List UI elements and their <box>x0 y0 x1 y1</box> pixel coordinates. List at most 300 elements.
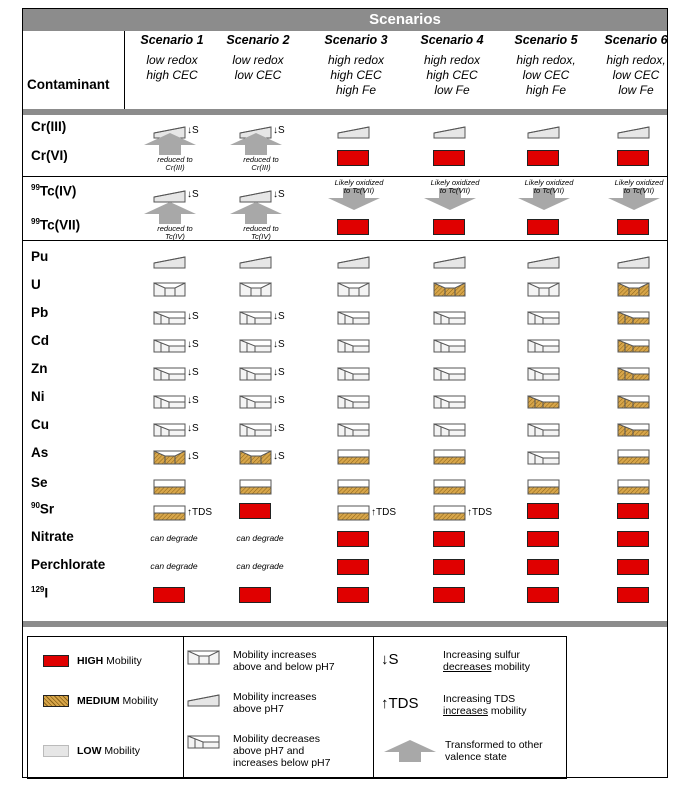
scenario-desc-line: high redox, <box>516 53 576 67</box>
mobility-cell <box>131 497 221 523</box>
box-medium-icon <box>337 477 371 497</box>
transformation-note <box>221 156 301 172</box>
mobility-cell <box>315 581 405 607</box>
legend-low-swatch <box>43 745 69 757</box>
mobility-cell <box>217 329 307 355</box>
note-line: Cr(III) <box>251 163 271 172</box>
dec7-medium-icon <box>617 307 651 327</box>
legend-line: Transformed to other <box>445 739 543 751</box>
scenario-header <box>588 33 684 98</box>
mobility-cell <box>505 179 595 205</box>
mobility-cell <box>411 144 501 170</box>
mobility-modifier: ↓S <box>187 367 199 378</box>
mobility-modifier: ↑TDS <box>467 507 492 518</box>
mobility-symbol <box>337 447 371 472</box>
contaminant-name: Sr <box>39 501 55 517</box>
inc7-low-icon <box>617 121 651 141</box>
v-medium-icon <box>617 279 651 299</box>
row-label-pb <box>31 305 48 320</box>
mobility-modifier: ↓S <box>187 423 199 434</box>
dec7-low-icon <box>337 391 371 411</box>
scenario-desc-line: high CEC <box>426 68 478 82</box>
dec7-low-icon <box>433 307 467 327</box>
dec7-low-icon <box>527 447 561 467</box>
mobility-cell <box>595 525 685 551</box>
mobility-symbol <box>433 121 467 146</box>
mobility-cell <box>595 329 685 355</box>
dec7-low-icon <box>527 363 561 383</box>
mobility-cell <box>217 441 307 467</box>
mobility-modifier: ↓S <box>273 189 285 200</box>
high-mobility-box <box>527 219 559 235</box>
row-label-pu <box>31 249 48 264</box>
mobility-symbol <box>527 121 561 146</box>
mobility-cell <box>131 273 221 299</box>
scenario-description <box>210 53 306 83</box>
dec7-low-icon <box>239 363 273 383</box>
mobility-cell <box>505 441 595 467</box>
mobility-modifier: ↓S <box>273 367 285 378</box>
mobility-cell <box>217 273 307 299</box>
mobility-cell <box>131 385 221 411</box>
dec7-medium-icon <box>617 391 651 411</box>
high-mobility-box <box>617 150 649 166</box>
high-mobility-box <box>337 150 369 166</box>
mobility-cell <box>411 301 501 327</box>
high-mobility-box <box>239 503 271 519</box>
mobility-cell <box>131 471 221 497</box>
mobility-cell <box>411 273 501 299</box>
legend-transform-arrow-icon <box>383 739 437 763</box>
legend-line: increases below pH7 <box>233 757 331 769</box>
mobility-cell <box>315 357 405 383</box>
legend-line: valence state <box>445 751 507 763</box>
scenario-description <box>498 53 594 98</box>
contaminant-name: U <box>31 277 41 292</box>
mobility-cell <box>505 525 595 551</box>
legend-line: Increasing sulfur <box>443 649 521 661</box>
mobility-cell <box>595 553 685 579</box>
dec7-low-icon <box>433 419 467 439</box>
row-label-cd <box>31 333 49 348</box>
contaminant-name: I <box>44 585 49 601</box>
mobility-cell <box>411 213 501 239</box>
v-low-icon <box>153 279 187 299</box>
mobility-cell <box>217 525 307 551</box>
mobility-cell <box>315 179 405 205</box>
mobility-cell <box>131 329 221 355</box>
legend-low-label <box>77 745 140 757</box>
transform-arrow-up-icon <box>229 201 283 225</box>
legend-high-label <box>77 655 142 667</box>
mobility-cell <box>595 357 685 383</box>
cell-note: can degrade <box>150 533 198 543</box>
legend-increase-above-ph7-icon <box>187 689 221 709</box>
mobility-cell <box>217 413 307 439</box>
high-mobility-box <box>433 587 465 603</box>
scenario-desc-line: high redox <box>423 53 481 67</box>
v-medium-icon <box>239 447 273 467</box>
mobility-cell <box>505 413 595 439</box>
high-mobility-box <box>433 531 465 547</box>
legend-divider <box>183 636 184 779</box>
mobility-modifier: ↓S <box>187 125 199 136</box>
dec7-low-icon <box>153 391 187 411</box>
box-medium-icon <box>153 477 187 497</box>
legend-underlined: decreases <box>443 661 492 673</box>
mobility-symbol <box>239 447 273 472</box>
high-mobility-box <box>337 531 369 547</box>
legend-level-rest: Mobility <box>103 655 142 667</box>
dec7-medium-icon <box>617 363 651 383</box>
mobility-cell <box>411 245 501 271</box>
transformation-note <box>135 225 215 241</box>
row-label-zn <box>31 361 48 376</box>
legend-medium-swatch <box>43 695 69 707</box>
mobility-cell <box>217 144 307 170</box>
scenario-name: Scenario 5 <box>514 33 578 47</box>
scenario-desc-line: low Fe <box>618 83 654 97</box>
legend-v-shape-icon <box>187 647 221 673</box>
inc7-low-icon <box>239 251 273 271</box>
scenario-desc-line: high Fe <box>525 83 567 97</box>
high-mobility-box <box>527 531 559 547</box>
high-mobility-box <box>527 587 559 603</box>
legend-v-shape-wrap <box>187 647 221 678</box>
legend-high-swatch <box>43 655 69 667</box>
mobility-modifier: ↓S <box>187 311 199 322</box>
note-line: Cr(III) <box>165 163 185 172</box>
mobility-symbol <box>527 447 561 472</box>
transform-arrow-up-icon <box>229 132 283 156</box>
mobility-cell <box>411 179 501 205</box>
dec7-medium-icon <box>527 391 561 411</box>
scenario-header <box>210 33 306 83</box>
mobility-cell <box>505 581 595 607</box>
box-medium-icon <box>433 503 467 523</box>
note-line: reduced to <box>157 224 193 233</box>
mobility-cell <box>315 497 405 523</box>
contaminant-name: Ni <box>31 389 45 404</box>
scenario-header <box>308 33 404 98</box>
mobility-cell <box>315 115 405 141</box>
high-mobility-box <box>337 559 369 575</box>
scenario-name: Scenario 2 <box>226 33 290 47</box>
isotope-number: 99 <box>31 217 40 226</box>
mobility-cell <box>505 357 595 383</box>
transformation-note <box>415 179 495 195</box>
mobility-cell <box>315 525 405 551</box>
row-label-u <box>31 277 41 292</box>
legend-line: above and below pH7 <box>233 661 335 673</box>
legend-level-bold: MEDIUM <box>77 695 120 707</box>
box-medium-icon <box>433 447 467 467</box>
note-line: Tc(IV) <box>251 232 271 241</box>
mobility-cell <box>505 273 595 299</box>
group-divider-tc-pu <box>23 240 667 241</box>
scenarios-title-bar <box>23 9 667 31</box>
row-label-perchlorate <box>31 557 105 572</box>
dec7-low-icon <box>239 391 273 411</box>
mobility-cell <box>217 581 307 607</box>
mobility-cell <box>595 115 685 141</box>
contaminant-name: Pu <box>31 249 49 264</box>
mobility-modifier: ↓S <box>187 451 199 462</box>
contaminant-name: As <box>31 445 49 460</box>
mobility-cell <box>131 413 221 439</box>
mobility-cell <box>505 329 595 355</box>
legend-tds-symbol: ↑TDS <box>381 695 419 712</box>
contaminant-name: Cr(VI) <box>31 148 68 163</box>
box-medium-icon <box>337 447 371 467</box>
legend-sulfur-symbol: ↓S <box>381 651 399 668</box>
legend-separator-bar <box>23 621 667 627</box>
mobility-cell <box>595 581 685 607</box>
dec7-medium-icon <box>617 335 651 355</box>
mobility-cell <box>505 245 595 271</box>
contaminant-header: Contaminant <box>27 77 110 92</box>
legend-underlined: increases <box>443 705 488 717</box>
mobility-cell <box>505 115 595 141</box>
scenario-description <box>308 53 404 98</box>
mobility-cell <box>595 471 685 497</box>
mobility-cell <box>505 385 595 411</box>
legend-level-bold: LOW <box>77 745 102 757</box>
legend-increase-above-ph7-text <box>233 691 316 715</box>
row-label-se <box>31 475 48 490</box>
high-mobility-box <box>527 503 559 519</box>
row-label-i <box>31 585 48 601</box>
contaminant-name: Se <box>31 475 48 490</box>
mobility-cell <box>131 357 221 383</box>
legend-line: Mobility increases <box>233 649 317 661</box>
dec7-low-icon <box>433 335 467 355</box>
scenario-desc-line: low redox <box>232 53 284 67</box>
mobility-cell <box>217 213 307 239</box>
dec7-medium-icon <box>617 419 651 439</box>
mobility-cell <box>315 329 405 355</box>
note-line: reduced to <box>243 224 279 233</box>
mobility-modifier: ↓S <box>273 311 285 322</box>
high-mobility-box <box>433 219 465 235</box>
transformation-note <box>221 225 301 241</box>
inc7-low-icon <box>337 121 371 141</box>
note-line: reduced to <box>243 155 279 164</box>
scenario-header <box>404 33 500 98</box>
transformation-note <box>319 179 399 195</box>
mobility-cell <box>131 525 221 551</box>
scenario-desc-line: low CEC <box>234 68 282 82</box>
inc7-low-icon <box>527 251 561 271</box>
cell-note: can degrade <box>150 561 198 571</box>
scenario-desc-line: low CEC <box>522 68 570 82</box>
mobility-modifier: ↓S <box>273 395 285 406</box>
mobility-modifier: ↑TDS <box>187 507 212 518</box>
legend-line: Increasing TDS <box>443 693 516 705</box>
mobility-cell <box>217 497 307 523</box>
mobility-cell <box>411 329 501 355</box>
mobility-cell <box>315 471 405 497</box>
mobility-cell <box>315 301 405 327</box>
isotope-number: 99 <box>31 183 40 192</box>
inc7-low-icon <box>617 251 651 271</box>
mobility-symbol <box>617 121 651 146</box>
legend-line: Mobility decreases <box>233 733 320 745</box>
scenario-description <box>404 53 500 98</box>
box-medium-icon <box>617 447 651 467</box>
dec7-low-icon <box>433 391 467 411</box>
mobility-cell <box>217 245 307 271</box>
legend-tds-text <box>443 693 526 717</box>
dec7-low-icon <box>153 335 187 355</box>
mobility-modifier: ↓S <box>273 423 285 434</box>
legend-line: above pH7 and <box>233 745 305 757</box>
cell-note: can degrade <box>236 533 284 543</box>
legend-line: above pH7 <box>233 703 284 715</box>
box-medium-icon <box>527 477 561 497</box>
high-mobility-box <box>433 150 465 166</box>
mobility-cell <box>411 525 501 551</box>
scenario-desc-line: high Fe <box>335 83 377 97</box>
dec7-low-icon <box>239 335 273 355</box>
mobility-cell <box>131 301 221 327</box>
mobility-cell <box>505 213 595 239</box>
mobility-cell <box>315 213 405 239</box>
mobility-modifier: ↓S <box>273 339 285 350</box>
mobility-cell <box>131 245 221 271</box>
legend-line-rest: mobility <box>487 705 527 717</box>
scenario-desc-line: low redox <box>146 53 198 67</box>
transformation-note <box>509 179 589 195</box>
legend-decrease-above-ph7-icon <box>187 731 221 751</box>
high-mobility-box <box>433 559 465 575</box>
dec7-low-icon <box>337 363 371 383</box>
box-medium-icon <box>153 503 187 523</box>
note-line: reduced to <box>157 155 193 164</box>
mobility-symbol <box>433 447 467 472</box>
scenario-desc-line: high redox, <box>606 53 666 67</box>
mobility-cell <box>217 385 307 411</box>
mobility-cell <box>411 413 501 439</box>
row-label-cu <box>31 417 49 432</box>
mobility-cell <box>131 441 221 467</box>
dec7-low-icon <box>527 335 561 355</box>
mobility-cell <box>411 385 501 411</box>
inc7-low-icon <box>153 251 187 271</box>
mobility-cell <box>411 581 501 607</box>
mobility-cell <box>595 273 685 299</box>
scenario-name: Scenario 6 <box>604 33 668 47</box>
mobility-cell <box>595 497 685 523</box>
row-label-ni <box>31 389 45 404</box>
high-mobility-box <box>617 219 649 235</box>
mobility-modifier: ↓S <box>187 339 199 350</box>
mobility-modifier: ↓S <box>273 125 285 136</box>
mobility-cell <box>505 301 595 327</box>
scenario-name: Scenario 4 <box>420 33 484 47</box>
mobility-cell <box>131 144 221 170</box>
mobility-cell <box>315 385 405 411</box>
note-line: Likely oxidized <box>614 178 664 187</box>
contaminant-name: Tc(IV) <box>39 183 77 199</box>
dec7-low-icon <box>153 363 187 383</box>
box-medium-icon <box>617 477 651 497</box>
mobility-cell <box>595 213 685 239</box>
isotope-number: 129 <box>31 585 45 594</box>
mobility-modifier: ↓S <box>187 395 199 406</box>
note-line: to Tc(VII) <box>439 186 471 195</box>
mobility-cell <box>411 497 501 523</box>
dec7-low-icon <box>337 335 371 355</box>
scenario-desc-line: low Fe <box>434 83 470 97</box>
scenario-name: Scenario 1 <box>140 33 204 47</box>
v-low-icon <box>239 279 273 299</box>
mobility-modifier: ↓S <box>187 189 199 200</box>
legend-decrease-above-ph7-wrap <box>187 731 221 756</box>
note-line: to Tc(VII) <box>343 186 375 195</box>
box-medium-icon <box>239 477 273 497</box>
scenario-desc-line: low CEC <box>612 68 660 82</box>
scenarios-title: Scenarios <box>369 11 441 28</box>
mobility-modifier: ↑TDS <box>371 507 396 518</box>
mobility-cell <box>131 553 221 579</box>
mobility-cell <box>315 245 405 271</box>
mobility-cell <box>411 471 501 497</box>
row-label-nitrate <box>31 529 74 544</box>
high-mobility-box <box>527 559 559 575</box>
contaminant-name: Tc(VII) <box>39 217 81 233</box>
scenario-desc-line: high CEC <box>330 68 382 82</box>
high-mobility-box <box>617 587 649 603</box>
high-mobility-box <box>337 219 369 235</box>
mobility-cell <box>315 553 405 579</box>
mobility-cell <box>411 553 501 579</box>
high-mobility-box <box>617 503 649 519</box>
legend-level-rest: Mobility <box>101 745 141 757</box>
mobility-cell <box>411 357 501 383</box>
dec7-low-icon <box>239 419 273 439</box>
contaminant-name: Cu <box>31 417 49 432</box>
mobility-cell <box>411 441 501 467</box>
scenario-header <box>498 33 594 98</box>
inc7-low-icon <box>337 251 371 271</box>
mobility-cell <box>217 553 307 579</box>
dec7-low-icon <box>337 419 371 439</box>
row-label-tcvii <box>31 217 80 233</box>
mobility-cell <box>217 301 307 327</box>
transform-arrow-up-icon <box>143 201 197 225</box>
legend-medium-label <box>77 695 158 707</box>
dec7-low-icon <box>337 307 371 327</box>
contaminant-name: Pb <box>31 305 49 320</box>
mobility-cell <box>505 144 595 170</box>
inc7-low-icon <box>527 121 561 141</box>
row-label-tciv <box>31 183 76 199</box>
contaminant-name: Perchlorate <box>31 557 106 572</box>
transformation-note <box>599 179 679 195</box>
box-medium-icon <box>337 503 371 523</box>
mobility-cell <box>505 497 595 523</box>
legend-line-rest: mobility <box>491 661 530 673</box>
mobility-cell <box>595 245 685 271</box>
dec7-low-icon <box>153 419 187 439</box>
dec7-low-icon <box>239 307 273 327</box>
dec7-low-icon <box>527 419 561 439</box>
isotope-number: 90 <box>31 501 40 510</box>
mobility-symbol <box>337 121 371 146</box>
mobility-cell <box>595 413 685 439</box>
contaminant-name: Cd <box>31 333 49 348</box>
